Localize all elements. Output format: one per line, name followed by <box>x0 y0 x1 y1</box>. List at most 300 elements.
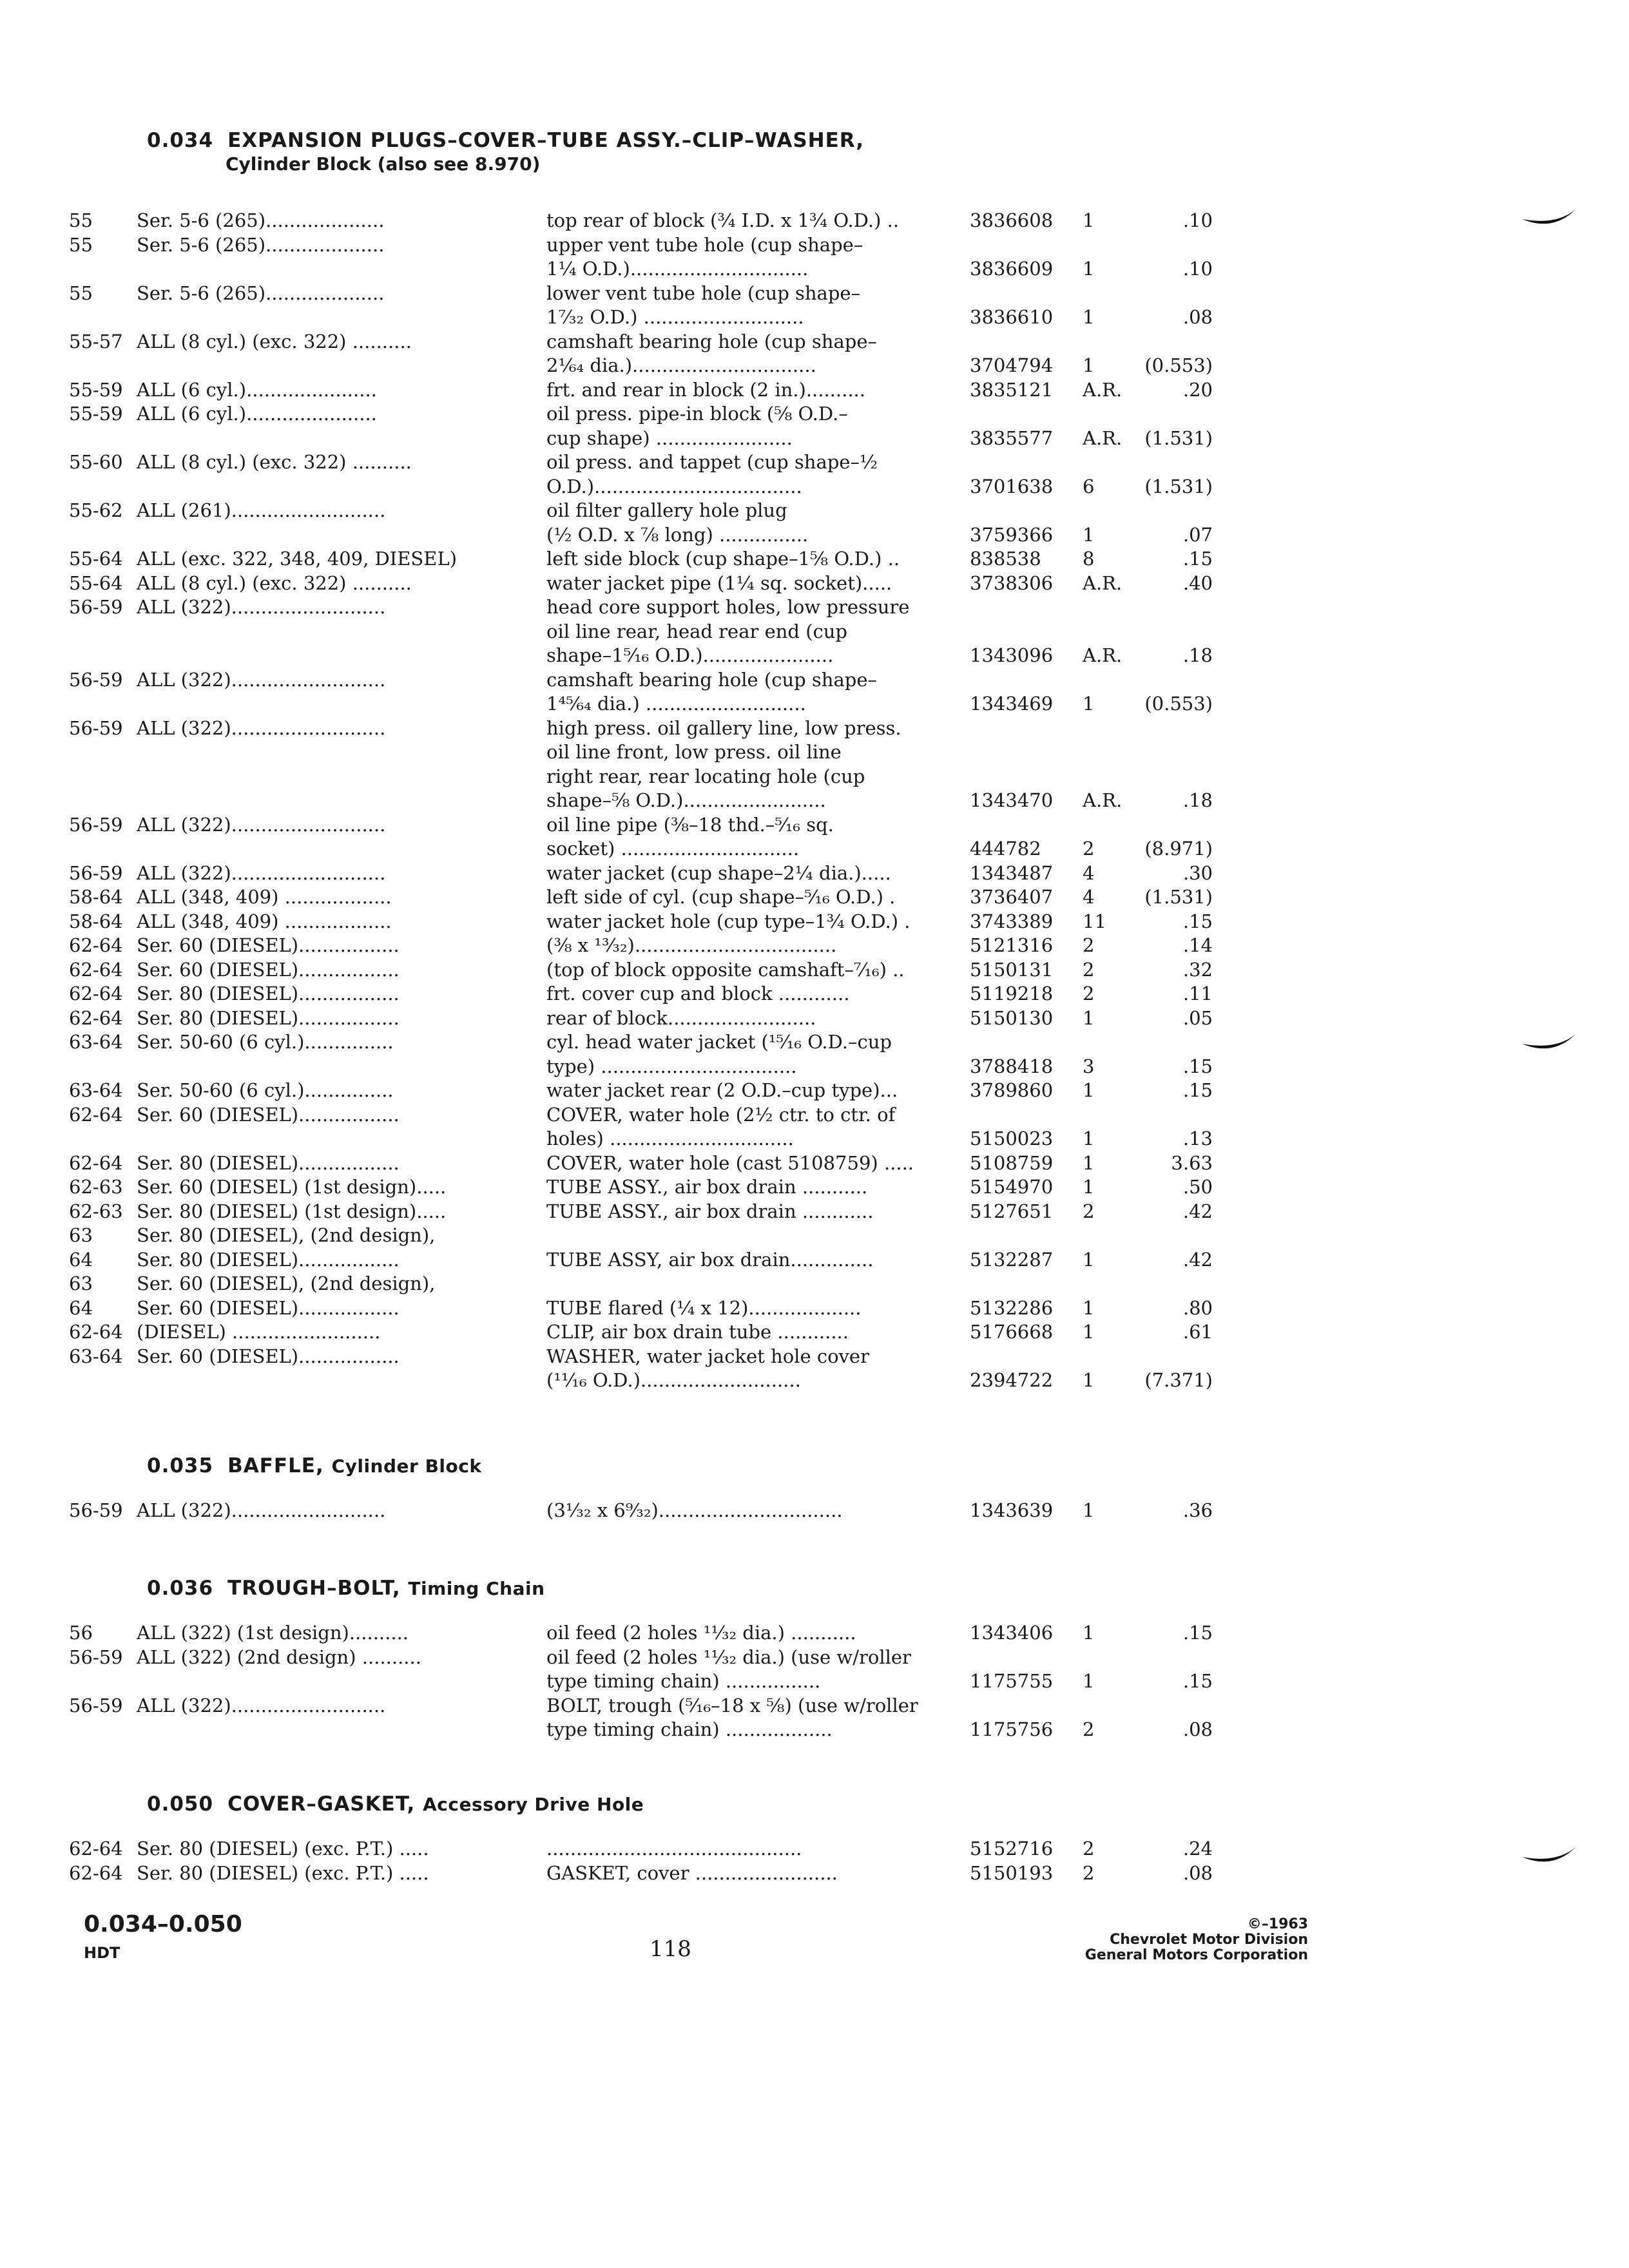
application-cell: ALL (exc. 322, 348, 409, DIESEL) <box>137 548 458 570</box>
description-cell: cup shape) ....................... <box>546 427 793 449</box>
table-row <box>0 1695 1629 1720</box>
year-cell: 62-64 <box>69 1321 123 1343</box>
footer-publisher <box>1070 1917 1308 1963</box>
application-cell: ALL (322).......................... <box>137 716 386 739</box>
application-cell: ALL (348, 409) .................. <box>137 910 392 932</box>
quantity-cell: 1 <box>1083 1369 1095 1391</box>
quantity-cell: 2 <box>1083 934 1095 956</box>
part-number-cell: 1343487 <box>970 861 1054 884</box>
description-cell: oil line pipe (⅜–18 thd.–⁵⁄₁₆ sq. <box>546 813 834 836</box>
binding-mark-icon <box>1521 206 1579 232</box>
price-cell: .50 <box>1182 1176 1213 1198</box>
price-cell: (0.553) <box>1144 693 1213 715</box>
table-row <box>0 234 1629 260</box>
application-cell: Ser. 5-6 (265).................... <box>137 282 385 304</box>
part-number-cell: 5150193 <box>970 1861 1054 1884</box>
description-cell: oil line front, low press. oil line <box>546 741 842 763</box>
price-cell: .15 <box>1182 1622 1213 1644</box>
price-cell: .15 <box>1182 548 1213 570</box>
price-cell: .15 <box>1182 1079 1213 1101</box>
table-row <box>0 1007 1629 1033</box>
table-row <box>0 1499 1629 1525</box>
quantity-cell: 4 <box>1083 886 1095 908</box>
year-cell: 55-60 <box>69 451 123 473</box>
application-cell: Ser. 60 (DIESEL)................. <box>137 1345 400 1367</box>
quantity-cell: A.R. <box>1083 644 1123 666</box>
description-cell: COVER, water hole (2½ ctr. to ctr. of <box>546 1103 896 1126</box>
quantity-cell: 1 <box>1083 354 1095 376</box>
table-row <box>0 1273 1629 1298</box>
quantity-cell: A.R. <box>1083 378 1123 401</box>
description-cell: type timing chain) .................. <box>546 1718 833 1740</box>
part-number-cell: 3836609 <box>970 258 1054 280</box>
description-cell: (3¹⁄₃₂ x 6⁹⁄₃₂)............................... <box>546 1499 843 1521</box>
year-cell: 55 <box>69 209 93 231</box>
description-cell: water jacket pipe (1¼ sq. socket)..... <box>546 572 892 594</box>
part-number-cell: 3701638 <box>970 475 1054 497</box>
price-cell: (1.531) <box>1144 475 1213 497</box>
description-cell: 1¼ O.D.).............................. <box>546 258 809 280</box>
table-row <box>0 644 1629 670</box>
part-number-cell: 3743389 <box>970 910 1054 932</box>
price-cell: .42 <box>1182 1200 1213 1222</box>
price-cell: .18 <box>1182 789 1213 811</box>
footer-left <box>84 1911 242 1962</box>
year-cell: 55-62 <box>69 499 123 521</box>
year-cell: 62-64 <box>69 983 123 1004</box>
quantity-cell: 1 <box>1083 1079 1095 1101</box>
part-number-cell: 5132286 <box>970 1296 1054 1319</box>
description-cell: BOLT, trough (⁵⁄₁₆–18 x ⅝) (use w/roller <box>546 1694 918 1716</box>
price-cell: .08 <box>1182 1861 1213 1884</box>
quantity-cell: 11 <box>1083 910 1106 932</box>
year-cell: 56-59 <box>69 668 123 691</box>
quantity-cell: A.R. <box>1083 789 1123 811</box>
part-number-cell: 3835577 <box>970 427 1054 449</box>
table-row <box>0 934 1629 960</box>
table-row <box>0 1200 1629 1226</box>
quantity-cell: 1 <box>1083 258 1095 280</box>
price-cell: .36 <box>1182 1499 1213 1521</box>
application-cell: ALL (261).......................... <box>137 499 386 521</box>
quantity-cell: 1 <box>1083 1622 1095 1644</box>
year-cell: 62-64 <box>69 1861 123 1884</box>
description-cell: GASKET, cover ........................ <box>546 1861 838 1884</box>
description-cell: TUBE ASSY., air box drain ............ <box>546 1200 874 1222</box>
price-cell: .24 <box>1182 1838 1213 1860</box>
quantity-cell: 1 <box>1083 1006 1095 1029</box>
table-row <box>0 331 1629 356</box>
price-cell: 3.63 <box>1171 1151 1213 1174</box>
year-cell: 63 <box>69 1273 93 1294</box>
year-cell: 55-57 <box>69 330 123 352</box>
part-number-cell: 3836608 <box>970 209 1054 231</box>
description-cell: shape–⅝ O.D.)........................ <box>546 789 826 811</box>
table-row <box>0 1224 1629 1250</box>
part-number-cell: 5121316 <box>970 934 1054 956</box>
section-heading: EXPANSION PLUGS–COVER–TUBE ASSY.–CLIP–WASHER, <box>227 129 865 152</box>
table-row <box>0 209 1629 235</box>
application-cell: Ser. 5-6 (265).................... <box>137 209 385 231</box>
table-row <box>0 499 1629 525</box>
application-cell: ALL (6 cyl.)...................... <box>137 378 377 401</box>
section-subtitle: Timing Chain <box>408 1578 545 1599</box>
description-cell: (⅜ x ¹³⁄₃₂).................................. <box>546 934 837 956</box>
application-cell: ALL (322).......................... <box>137 1694 386 1716</box>
year-cell: 62-63 <box>69 1200 123 1222</box>
year-cell: 62-64 <box>69 1838 123 1860</box>
year-cell: 63-64 <box>69 1345 123 1367</box>
description-cell: frt. cover cup and block ............ <box>546 983 850 1004</box>
table-row <box>0 1369 1629 1395</box>
quantity-cell: 6 <box>1083 475 1095 497</box>
application-cell: Ser. 5-6 (265).................... <box>137 233 385 256</box>
part-number-cell: 1175755 <box>970 1670 1054 1692</box>
part-number-cell: 5152716 <box>970 1838 1054 1860</box>
table-row <box>0 451 1629 477</box>
part-number-cell: 838538 <box>970 548 1041 570</box>
section-heading: TROUGH–BOLT, <box>227 1577 401 1600</box>
year-cell: 55 <box>69 233 93 256</box>
description-cell: (¹¹⁄₁₆ O.D.)........................... <box>546 1369 801 1391</box>
table-row <box>0 282 1629 308</box>
quantity-cell: 1 <box>1083 1296 1095 1319</box>
description-cell: ........................................... <box>546 1838 802 1860</box>
description-cell: (top of block opposite camshaft–⁷⁄₁₆) .. <box>546 958 905 981</box>
part-number-cell: 3788418 <box>970 1055 1054 1077</box>
table-row <box>0 1079 1629 1105</box>
table-row <box>0 1345 1629 1371</box>
part-number-cell: 1343470 <box>970 789 1054 811</box>
year-cell: 56-59 <box>69 813 123 836</box>
application-cell: Ser. 80 (DIESEL)................. <box>137 983 400 1004</box>
table-row <box>0 717 1629 743</box>
description-cell: COVER, water hole (cast 5108759) ..... <box>546 1151 914 1174</box>
year-cell: 62-64 <box>69 934 123 956</box>
section-title-0-035 <box>147 1454 481 1477</box>
description-cell: rear of block......................... <box>546 1006 816 1029</box>
application-cell: Ser. 60 (DIESEL)................. <box>137 958 400 981</box>
table-row <box>0 1249 1629 1274</box>
description-cell: water jacket (cup shape–2¼ dia.)..... <box>546 861 891 884</box>
section-subtitle: Cylinder Block <box>331 1456 482 1477</box>
section-title-0-036 <box>147 1577 545 1600</box>
table-row <box>0 741 1629 767</box>
application-cell: Ser. 80 (DIESEL) (1st design)..... <box>137 1200 447 1222</box>
year-cell: 64 <box>69 1296 93 1319</box>
price-cell: .10 <box>1182 258 1213 280</box>
binding-mark-icon <box>1521 1844 1579 1870</box>
price-cell: (1.531) <box>1144 427 1213 449</box>
description-cell: 1⁷⁄₃₂ O.D.) ........................... <box>546 306 804 328</box>
binding-mark-icon <box>1521 1031 1579 1057</box>
part-number-cell: 5150023 <box>970 1128 1054 1149</box>
table-row <box>0 476 1629 501</box>
section-number: 0.035 <box>147 1454 214 1477</box>
price-cell: .80 <box>1182 1296 1213 1319</box>
description-cell: type timing chain) ................ <box>546 1670 821 1692</box>
table-row <box>0 548 1629 573</box>
price-cell: .07 <box>1182 523 1213 546</box>
year-cell: 63-64 <box>69 1031 123 1053</box>
description-cell: oil filter gallery hole plug <box>546 499 787 521</box>
price-cell: (0.553) <box>1144 354 1213 376</box>
year-cell: 56-59 <box>69 596 123 618</box>
description-cell: upper vent tube hole (cup shape– <box>546 233 863 256</box>
year-cell: 62-64 <box>69 1103 123 1126</box>
year-cell: 55-64 <box>69 548 123 570</box>
description-cell: (½ O.D. x ⅞ long) ............... <box>546 523 809 546</box>
part-number-cell: 3738306 <box>970 572 1054 594</box>
part-number-cell: 1175756 <box>970 1718 1054 1740</box>
price-cell: .15 <box>1182 1670 1213 1692</box>
part-number-cell: 5127651 <box>970 1200 1054 1222</box>
description-cell: O.D.)................................... <box>546 475 802 497</box>
section-number: 0.034 <box>147 129 214 152</box>
description-cell: cyl. head water jacket (¹⁵⁄₁₆ O.D.–cup <box>546 1031 892 1053</box>
description-cell: water jacket rear (2 O.D.–cup type)... <box>546 1079 898 1101</box>
table-row <box>0 403 1629 428</box>
quantity-cell: 1 <box>1083 1499 1095 1521</box>
quantity-cell: 1 <box>1083 209 1095 231</box>
table-row <box>0 886 1629 912</box>
year-cell: 55-59 <box>69 403 123 425</box>
part-number-cell: 5150131 <box>970 958 1054 981</box>
quantity-cell: 2 <box>1083 983 1095 1004</box>
table-row <box>0 910 1629 936</box>
quantity-cell: 4 <box>1083 861 1095 884</box>
part-number-cell: 5154970 <box>970 1176 1054 1198</box>
description-cell: water jacket hole (cup type–1¾ O.D.) . <box>546 910 911 932</box>
price-cell: .05 <box>1182 1006 1213 1029</box>
table-row <box>0 1838 1629 1863</box>
quantity-cell: 1 <box>1083 1128 1095 1149</box>
application-cell: (DIESEL) ......................... <box>137 1321 381 1343</box>
price-cell: .30 <box>1182 861 1213 884</box>
quantity-cell: 2 <box>1083 838 1095 860</box>
application-cell: Ser. 60 (DIESEL), (2nd design), <box>137 1273 436 1294</box>
price-cell: .14 <box>1182 934 1213 956</box>
year-cell: 58-64 <box>69 910 123 932</box>
table-row <box>0 1297 1629 1323</box>
application-cell: Ser. 80 (DIESEL) (exc. P.T.) ..... <box>137 1838 429 1860</box>
year-cell: 62-64 <box>69 958 123 981</box>
description-cell: head core support holes, low pressure <box>546 596 910 618</box>
quantity-cell: 1 <box>1083 1321 1095 1343</box>
year-cell: 55-64 <box>69 572 123 594</box>
table-row <box>0 596 1629 622</box>
description-cell: socket) .............................. <box>546 838 800 860</box>
table-row <box>0 1622 1629 1648</box>
description-cell: frt. and rear in block (2 in.).......... <box>546 378 865 401</box>
part-number-cell: 5108759 <box>970 1151 1054 1174</box>
application-cell: ALL (348, 409) .................. <box>137 886 392 908</box>
application-cell: ALL (322) (1st design).......... <box>137 1622 409 1644</box>
catalog-code: HDT <box>84 1944 120 1962</box>
application-cell: Ser. 60 (DIESEL)................. <box>137 934 400 956</box>
year-cell: 56-59 <box>69 1646 123 1668</box>
table-row <box>0 838 1629 863</box>
description-cell: camshaft bearing hole (cup shape– <box>546 668 877 691</box>
description-cell: holes) ............................... <box>546 1128 794 1149</box>
year-cell: 63-64 <box>69 1079 123 1101</box>
section-number: 0.050 <box>147 1792 214 1816</box>
year-cell: 55-59 <box>69 378 123 401</box>
application-cell: ALL (322).......................... <box>137 596 386 618</box>
corporation: General Motors Corporation <box>1084 1947 1308 1963</box>
part-number-cell: 1343469 <box>970 693 1054 715</box>
table-row <box>0 983 1629 1008</box>
description-cell: oil press. and tappet (cup shape–½ <box>546 451 878 473</box>
table-row <box>0 1862 1629 1888</box>
part-number-cell: 5176668 <box>970 1321 1054 1343</box>
application-cell: ALL (322).......................... <box>137 861 386 884</box>
part-number-cell: 1343639 <box>970 1499 1054 1521</box>
table-row <box>0 306 1629 332</box>
price-cell: .32 <box>1182 958 1213 981</box>
part-number-cell: 1343406 <box>970 1622 1054 1644</box>
part-number-cell: 3759366 <box>970 523 1054 546</box>
section-title-0-050 <box>147 1792 644 1816</box>
table-row <box>0 1176 1629 1202</box>
table-row <box>0 1152 1629 1178</box>
application-cell: ALL (322).......................... <box>137 813 386 836</box>
quantity-cell: 1 <box>1083 1176 1095 1198</box>
table-row <box>0 1670 1629 1696</box>
part-number-cell: 5119218 <box>970 983 1054 1004</box>
description-cell: camshaft bearing hole (cup shape– <box>546 330 877 352</box>
description-cell: oil feed (2 holes ¹¹⁄₃₂ dia.) ........... <box>546 1622 856 1644</box>
table-row <box>0 620 1629 646</box>
quantity-cell: 2 <box>1083 1200 1095 1222</box>
quantity-cell: A.R. <box>1083 427 1123 449</box>
year-cell: 56-59 <box>69 716 123 739</box>
table-row <box>0 258 1629 284</box>
table-row <box>0 524 1629 550</box>
part-number-cell: 444782 <box>970 838 1041 860</box>
year-cell: 55 <box>69 282 93 304</box>
description-cell: left side block (cup shape–1⅝ O.D.) .. <box>546 548 900 570</box>
price-cell: (7.371) <box>1144 1369 1213 1391</box>
description-cell: oil line rear, head rear end (cup <box>546 620 847 642</box>
application-cell: Ser. 80 (DIESEL), (2nd design), <box>137 1224 436 1246</box>
price-cell: .11 <box>1182 983 1213 1004</box>
part-number-cell: 3789860 <box>970 1079 1054 1101</box>
quantity-cell: 2 <box>1083 1861 1095 1884</box>
part-number-cell: 1343096 <box>970 644 1054 666</box>
application-cell: ALL (322) (2nd design) .......... <box>137 1646 421 1668</box>
table-row <box>0 959 1629 985</box>
description-cell: high press. oil gallery line, low press. <box>546 716 901 739</box>
table-row <box>0 1321 1629 1347</box>
quantity-cell: 1 <box>1083 523 1095 546</box>
application-cell: Ser. 60 (DIESEL)................. <box>137 1103 400 1126</box>
part-number-cell: 3836610 <box>970 306 1054 328</box>
section-subtitle-0-034: Cylinder Block (also see 8.970) <box>226 153 541 175</box>
table-row <box>0 427 1629 453</box>
quantity-cell: 1 <box>1083 693 1095 715</box>
description-cell: type) ................................. <box>546 1055 797 1077</box>
quantity-cell: 2 <box>1083 1838 1095 1860</box>
copyright: ©–1963 <box>1247 1916 1308 1932</box>
section-heading: COVER–GASKET, <box>227 1792 416 1816</box>
table-row <box>0 1646 1629 1672</box>
application-cell: Ser. 50-60 (6 cyl.)............... <box>137 1079 394 1101</box>
table-row <box>0 572 1629 598</box>
year-cell: 56-59 <box>69 861 123 884</box>
application-cell: ALL (8 cyl.) (exc. 322) .......... <box>137 451 412 473</box>
division: Chevrolet Motor Division <box>1110 1932 1308 1948</box>
year-cell: 56 <box>69 1622 93 1644</box>
price-cell: (1.531) <box>1144 886 1213 908</box>
table-row <box>0 789 1629 815</box>
description-cell: top rear of block (¾ I.D. x 1¾ O.D.) .. <box>546 209 900 231</box>
price-cell: (8.971) <box>1144 838 1213 860</box>
description-cell: 1⁴⁵⁄₆₄ dia.) ........................... <box>546 693 806 715</box>
table-row <box>0 354 1629 380</box>
table-row <box>0 862 1629 888</box>
page-number: 118 <box>650 1936 691 1962</box>
part-number-cell: 3736407 <box>970 886 1054 908</box>
quantity-cell: 8 <box>1083 548 1095 570</box>
quantity-cell: 2 <box>1083 958 1095 981</box>
price-cell: .40 <box>1182 572 1213 594</box>
description-cell: CLIP, air box drain tube ............ <box>546 1321 849 1343</box>
year-cell: 62-64 <box>69 1006 123 1029</box>
table-row <box>0 379 1629 405</box>
application-cell: ALL (8 cyl.) (exc. 322) .......... <box>137 330 412 352</box>
description-cell: TUBE ASSY., air box drain ........... <box>546 1176 868 1198</box>
year-cell: 56-59 <box>69 1694 123 1716</box>
description-cell: left side of cyl. (cup shape–⁵⁄₁₆ O.D.) . <box>546 886 896 908</box>
application-cell: Ser. 80 (DIESEL)................. <box>137 1006 400 1029</box>
quantity-cell: 1 <box>1083 306 1095 328</box>
description-cell: 2¹⁄₆₄ dia.)............................... <box>546 354 816 376</box>
description-cell: oil press. pipe-in block (⅝ O.D.– <box>546 403 848 425</box>
quantity-cell: 1 <box>1083 1670 1095 1692</box>
quantity-cell: 3 <box>1083 1055 1095 1077</box>
table-row <box>0 669 1629 695</box>
price-cell: .15 <box>1182 910 1213 932</box>
year-cell: 62-64 <box>69 1151 123 1174</box>
quantity-cell: A.R. <box>1083 572 1123 594</box>
price-cell: .20 <box>1182 378 1213 401</box>
table-row <box>0 1055 1629 1081</box>
application-cell: Ser. 60 (DIESEL) (1st design)..... <box>137 1176 447 1198</box>
application-cell: ALL (322).......................... <box>137 1499 386 1521</box>
part-number-cell: 3835121 <box>970 378 1054 401</box>
price-cell: .10 <box>1182 209 1213 231</box>
table-row <box>0 693 1629 718</box>
application-cell: ALL (6 cyl.)...................... <box>137 403 377 425</box>
application-cell: Ser. 80 (DIESEL)................. <box>137 1151 400 1174</box>
year-cell: 58-64 <box>69 886 123 908</box>
quantity-cell: 1 <box>1083 1151 1095 1174</box>
price-cell: .08 <box>1182 306 1213 328</box>
table-row <box>0 765 1629 791</box>
application-cell: ALL (8 cyl.) (exc. 322) .......... <box>137 572 412 594</box>
price-cell: .15 <box>1182 1055 1213 1077</box>
application-cell: Ser. 60 (DIESEL)................. <box>137 1296 400 1319</box>
table-row <box>0 1031 1629 1057</box>
section-title-0-034 <box>147 129 864 152</box>
description-cell: right rear, rear locating hole (cup <box>546 765 865 787</box>
section-subtitle: Accessory Drive Hole <box>423 1794 644 1815</box>
section-range: 0.034–0.050 <box>84 1911 242 1937</box>
description-cell: TUBE flared (¼ x 12)................... <box>546 1296 862 1319</box>
part-number-cell: 3704794 <box>970 354 1054 376</box>
application-cell: Ser. 80 (DIESEL) (exc. P.T.) ..... <box>137 1861 429 1884</box>
